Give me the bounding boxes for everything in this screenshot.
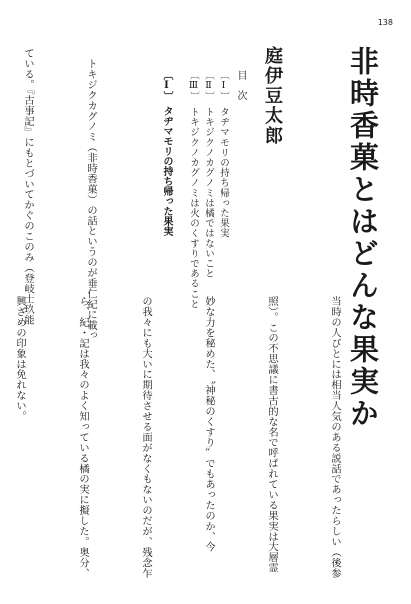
author-name: 庭伊豆太郎: [262, 46, 283, 146]
toc-heading: 目 次: [235, 70, 246, 100]
page-number: 138: [377, 18, 393, 27]
body-line: 照）。この不思議に書古的な名で呼ばれている果実は大層霊: [266, 296, 278, 573]
section-heading: 〔Ⅰ〕 タヂマモリの持ち帰った果実: [161, 70, 172, 236]
article-title: 非時香菓とはどんな果実か: [346, 46, 380, 430]
body-line: ている。『古事記』にもとづいてかぐのこのみ（登岐士玖能: [22, 48, 34, 325]
body-line: 当時の人びとには相当人気のある説話であったらしい（後参: [329, 296, 341, 579]
body-line: 妙な力を秘めた、〝神秘のくすり〟でもあったのか、今: [203, 296, 215, 553]
toc-item-1: 〔Ⅰ〕 タヂマモリの持ち帰った果実: [218, 70, 229, 239]
body-line: の我々にも大いに期待させる面がなくもないのだが、残念乍: [140, 296, 152, 579]
body-text-lower: [0, 296, 387, 596]
body-line: 興ざめの印象は免れない。: [14, 296, 26, 422]
toc-item-2: 〔Ⅱ〕 トキジクノカグノミは橘ではないこと: [203, 70, 214, 279]
body-line: トキジクカグノミ（非時香菓）の話というのが垂仁紀に載っ: [85, 48, 97, 341]
body-line: ら、紀・記は我々のよく知っている橘の実に擬した。奥分、: [77, 296, 89, 579]
toc-item-3: 〔Ⅲ〕 トキジクノカグノミは火のくすりであること: [188, 70, 199, 310]
